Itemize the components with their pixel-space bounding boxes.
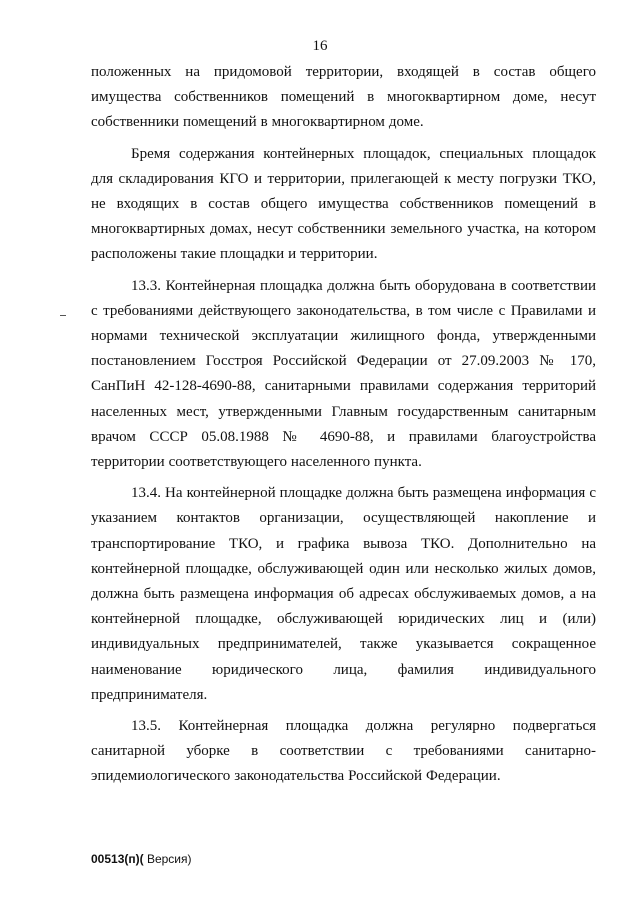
document-body <box>91 60 596 790</box>
footer-version: Версия) <box>143 852 192 866</box>
footer-document-code <box>91 852 192 866</box>
paragraph-13-4: 13.4. На контейнерной площадке должна быть размещена информация с указанием контактов организации, осуществляющей накопление и транспортирование ТКО, и графика вывоза ТКО. Дополнительно на контейнерной площадке, обслуживающей один или несколько жилых домов, должна быть размещена информация об адресах обслуживаемых домов, а на контейнерной площадке, обслуживающей юридических лиц и (или) индивидуальных предпринимателей, также указывается сокращенное наименование юридического лица, фамилия индивидуального предпринимателя. <box>91 485 596 703</box>
paragraph-13-5: 13.5. Контейнерная площадка должна регулярно подвергаться санитарной уборке в соответствии с требованиями санитарно-эпидемиологического законодательства Российской Федерации. <box>91 718 596 785</box>
paragraph-13-3: 13.3. Контейнерная площадка должна быть оборудована в соответствии с требованиями действующего законодательства, в том числе с Правилами и нормами технической эксплуатации жилищного фонда, утвержденными постановлением Госстроя Российской Федерации от 27.09.2003 № 170, СанПиН 42-128-4690-88, санитарными правилами содержания территорий населенных мест, утвержденными Главным государственным санитарным врачом СССР 05.08.1988 № 4690-88, и правилами благоустройства территории соответствующего населенного пункта. <box>91 277 596 471</box>
scan-artifact-mark <box>60 315 66 316</box>
paragraph-maintenance-burden: Бремя содержания контейнерных площадок, специальных площадок для складирования КГО и территории, прилегающей к месту погрузки ТКО, не входящих в состав общего имущества собственников помещений в многоквартирных домах, несут собственники земельного участка, на котором расположены такие площадки и территории. <box>91 145 596 263</box>
paragraph-continuation: положенных на придомовой территории, входящей в состав общего имущества собственников помещений в многоквартирном доме, несут собственники помещений в многоквартирном доме. <box>91 64 596 131</box>
footer-code: 00513(п)( <box>91 852 144 866</box>
page-number: 16 <box>312 38 328 54</box>
